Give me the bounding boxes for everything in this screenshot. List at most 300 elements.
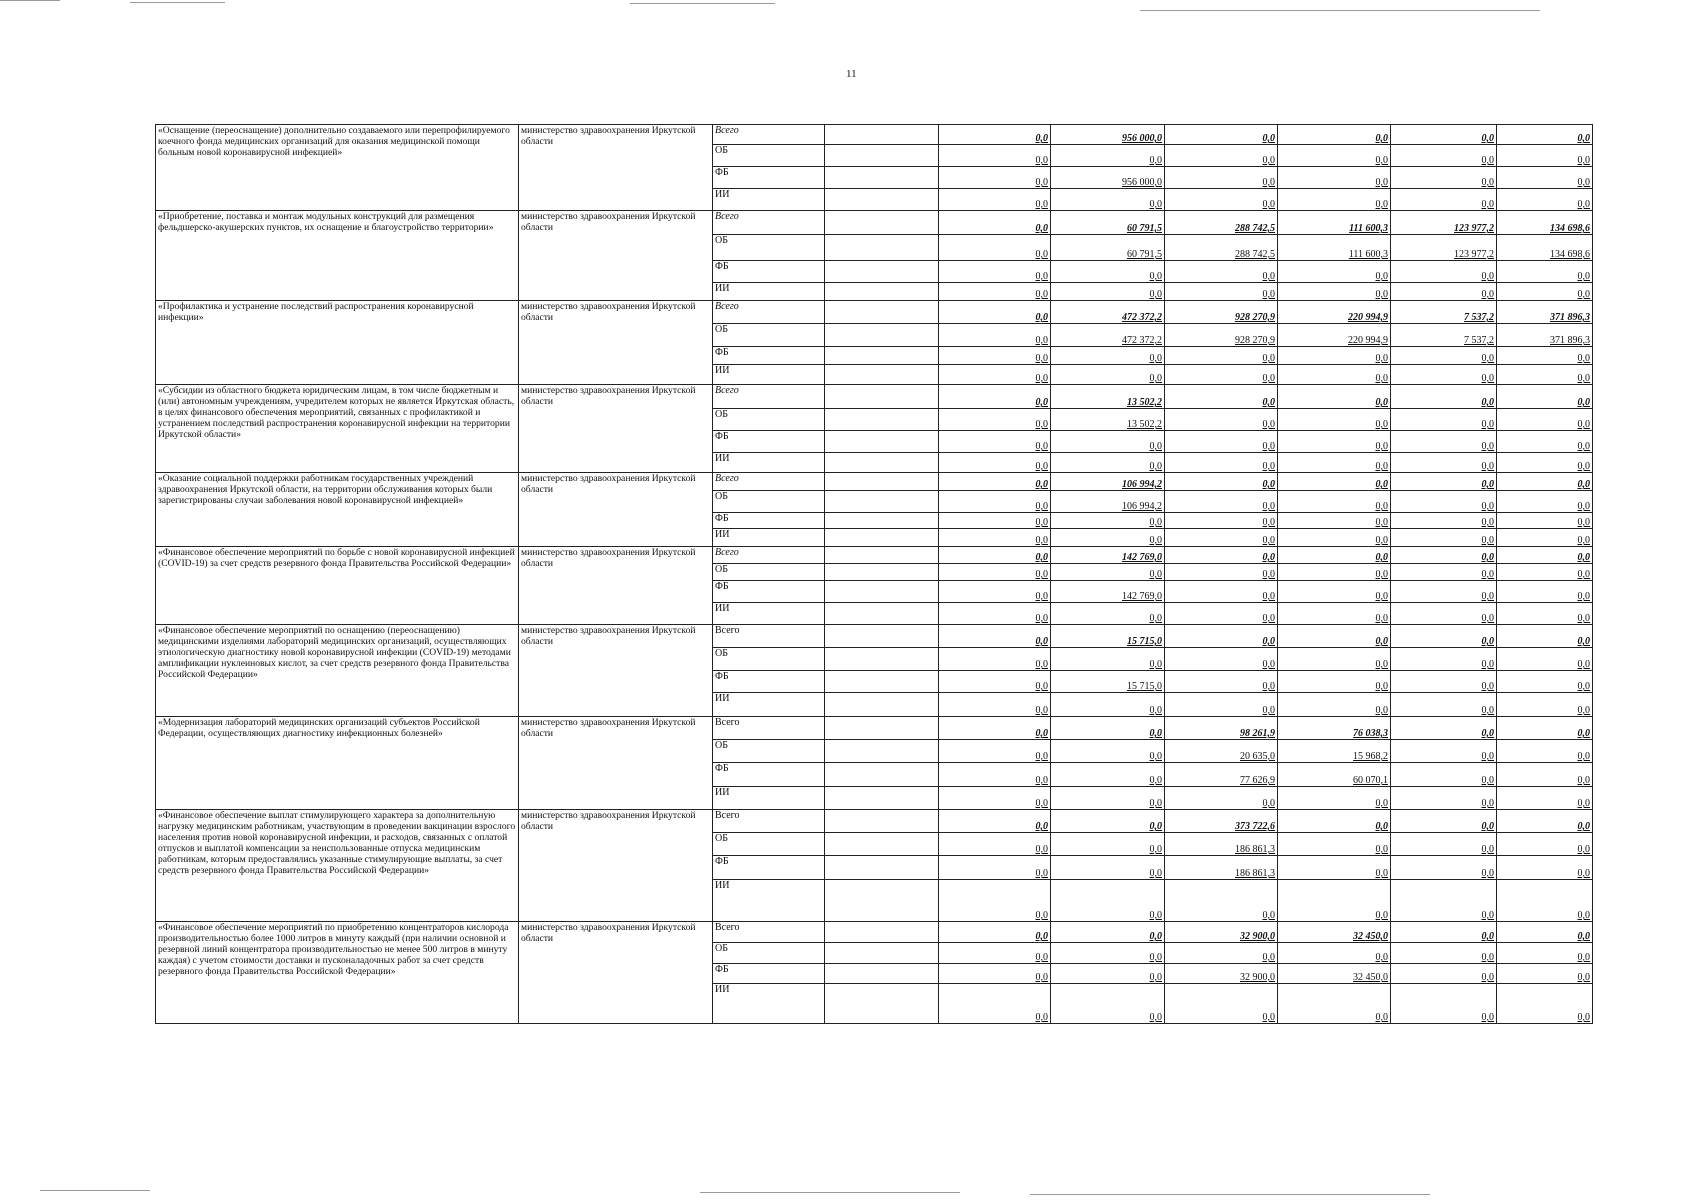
amount-cell: 0,0 [939,603,1051,625]
amount-cell: 0,0 [1051,964,1165,984]
amount-cell: 0,0 [1278,145,1391,167]
total-amount-cell: 0,0 [1165,385,1278,409]
funding-source: ОБ [713,564,825,581]
amount-cell: 0,0 [1497,261,1593,283]
amount-cell: 0,0 [1051,648,1165,671]
amount-cell: 0,0 [1497,880,1593,922]
responsible-executor: министерство здравоохранения Иркутской области [519,922,713,1024]
amount-cell: 0,0 [1278,603,1391,625]
total-amount-cell: 0,0 [1165,473,1278,491]
amount-cell: 0,0 [1497,763,1593,787]
funding-source: ОБ [713,943,825,964]
amount-cell: 0,0 [1391,671,1497,693]
amount-cell: 0,0 [1497,189,1593,211]
total-amount-cell: 0,0 [939,385,1051,409]
amount-cell: 0,0 [1051,283,1165,301]
scan-artifact [130,2,225,3]
total-amount-cell: 0,0 [1391,717,1497,740]
amount-cell: 0,0 [1278,261,1391,283]
amount-cell: 0,0 [1391,513,1497,529]
empty-cell [825,409,939,431]
funding-source: ФБ [713,347,825,365]
funding-source: ОБ [713,235,825,261]
funding-source: ИИ [713,283,825,301]
total-amount-cell: 13 502,2 [1051,385,1165,409]
amount-cell: 0,0 [939,145,1051,167]
amount-cell: 0,0 [939,261,1051,283]
amount-cell: 0,0 [1051,145,1165,167]
amount-cell: 0,0 [1165,365,1278,385]
amount-cell: 0,0 [1051,529,1165,547]
total-amount-cell: 0,0 [1497,547,1593,564]
total-amount-cell: 0,0 [1497,922,1593,943]
amount-cell: 0,0 [939,856,1051,880]
total-amount-cell: 15 715,0 [1051,625,1165,648]
amount-cell: 60 070,1 [1278,763,1391,787]
amount-cell: 0,0 [1497,787,1593,810]
table-row [156,125,1593,145]
amount-cell: 15 715,0 [1051,671,1165,693]
empty-cell [825,261,939,283]
program-title: «Приобретение, поставка и монтаж модульных конструкций для размещения фельдшерско-акушерских пунктов, их оснащение и благоустройство территории» [156,211,519,301]
amount-cell: 0,0 [1278,167,1391,189]
amount-cell: 0,0 [1497,603,1593,625]
total-amount-cell: 0,0 [939,211,1051,235]
amount-cell: 0,0 [939,763,1051,787]
amount-cell: 0,0 [1391,856,1497,880]
table-row [156,385,1593,409]
empty-cell [825,365,939,385]
total-amount-cell: 0,0 [1051,922,1165,943]
total-amount-cell: 0,0 [939,810,1051,833]
amount-cell: 0,0 [939,453,1051,473]
amount-cell: 0,0 [1497,513,1593,529]
funding-source: Всего [713,547,825,564]
total-amount-cell: 0,0 [939,473,1051,491]
amount-cell: 0,0 [1051,787,1165,810]
amount-cell: 0,0 [1497,964,1593,984]
amount-cell: 0,0 [1497,145,1593,167]
amount-cell: 0,0 [1051,833,1165,856]
amount-cell: 0,0 [939,671,1051,693]
total-amount-cell: 371 896,3 [1497,301,1593,324]
amount-cell: 0,0 [1278,491,1391,513]
amount-cell: 0,0 [1278,564,1391,581]
amount-cell: 106 994,2 [1051,491,1165,513]
empty-cell [825,547,939,564]
responsible-executor: министерство здравоохранения Иркутской области [519,625,713,717]
total-amount-cell: 0,0 [939,625,1051,648]
amount-cell: 0,0 [939,235,1051,261]
funding-source: ФБ [713,581,825,603]
funding-source: Всего [713,717,825,740]
amount-cell: 134 698,6 [1497,235,1593,261]
empty-cell [825,787,939,810]
empty-cell [825,125,939,145]
responsible-executor: министерство здравоохранения Иркутской области [519,301,713,385]
total-amount-cell: 0,0 [1278,385,1391,409]
amount-cell: 0,0 [1497,167,1593,189]
amount-cell: 0,0 [1278,943,1391,964]
amount-cell: 0,0 [1497,671,1593,693]
amount-cell: 0,0 [1165,453,1278,473]
amount-cell: 0,0 [1391,984,1497,1024]
amount-cell: 0,0 [939,984,1051,1024]
program-title: «Финансовое обеспечение выплат стимулирующего характера за дополнительную нагрузку медицинским работникам, участвующим в проведении вакцинации взрослого населения против новой коронавирусной инфекции, и расходов, связанных с оплатой отпусков и выплатой компенсации за неиспользованные отпуска медицинским работникам, которым предоставлялись указанные стимулирующие выплаты, за счет средств резервного фонда Правительства Российской Федерации» [156,810,519,922]
table-row [156,717,1593,740]
amount-cell: 0,0 [939,943,1051,964]
amount-cell: 0,0 [1278,856,1391,880]
amount-cell: 0,0 [939,513,1051,529]
funding-source: ОБ [713,648,825,671]
total-amount-cell: 134 698,6 [1497,211,1593,235]
total-amount-cell: 373 722,6 [1165,810,1278,833]
amount-cell: 0,0 [1278,984,1391,1024]
amount-cell: 0,0 [1051,564,1165,581]
amount-cell: 0,0 [1165,603,1278,625]
funding-source: ИИ [713,529,825,547]
responsible-executor: министерство здравоохранения Иркутской области [519,125,713,211]
amount-cell: 0,0 [1497,529,1593,547]
amount-cell: 0,0 [1165,347,1278,365]
empty-cell [825,717,939,740]
amount-cell: 0,0 [1165,787,1278,810]
funding-source: ИИ [713,189,825,211]
funding-source: Всего [713,211,825,235]
funding-source: Всего [713,922,825,943]
amount-cell: 0,0 [1051,603,1165,625]
amount-cell: 60 791,5 [1051,235,1165,261]
empty-cell [825,283,939,301]
scan-artifact [700,1192,960,1193]
amount-cell: 0,0 [1278,880,1391,922]
amount-cell: 0,0 [1165,564,1278,581]
amount-cell: 0,0 [1165,943,1278,964]
total-amount-cell: 0,0 [1278,473,1391,491]
total-amount-cell: 0,0 [939,547,1051,564]
funding-source: ОБ [713,324,825,347]
amount-cell: 0,0 [1051,693,1165,717]
empty-cell [825,529,939,547]
amount-cell: 0,0 [1391,763,1497,787]
amount-cell: 0,0 [1497,648,1593,671]
amount-cell: 32 900,0 [1165,964,1278,984]
funding-source: ФБ [713,261,825,283]
amount-cell: 0,0 [939,431,1051,453]
empty-cell [825,648,939,671]
total-amount-cell: 76 038,3 [1278,717,1391,740]
amount-cell: 0,0 [939,564,1051,581]
empty-cell [825,385,939,409]
amount-cell: 0,0 [939,491,1051,513]
amount-cell: 0,0 [1165,167,1278,189]
funding-source: ФБ [713,856,825,880]
amount-cell: 0,0 [1051,856,1165,880]
total-amount-cell: 7 537,2 [1391,301,1497,324]
amount-cell: 0,0 [1165,648,1278,671]
amount-cell: 0,0 [939,365,1051,385]
responsible-executor: министерство здравоохранения Иркутской области [519,547,713,625]
funding-source: ИИ [713,984,825,1024]
empty-cell [825,880,939,922]
amount-cell: 956 000,0 [1051,167,1165,189]
amount-cell: 0,0 [1497,856,1593,880]
amount-cell: 0,0 [1165,145,1278,167]
amount-cell: 0,0 [1051,880,1165,922]
amount-cell: 0,0 [1391,529,1497,547]
total-amount-cell: 472 372,2 [1051,301,1165,324]
amount-cell: 0,0 [939,693,1051,717]
amount-cell: 0,0 [1278,693,1391,717]
total-amount-cell: 0,0 [1278,625,1391,648]
amount-cell: 0,0 [1391,261,1497,283]
empty-cell [825,189,939,211]
amount-cell: 13 502,2 [1051,409,1165,431]
funding-source: ИИ [713,365,825,385]
empty-cell [825,810,939,833]
amount-cell: 0,0 [939,787,1051,810]
amount-cell: 0,0 [1051,347,1165,365]
amount-cell: 0,0 [1051,431,1165,453]
amount-cell: 0,0 [939,409,1051,431]
funding-source: Всего [713,125,825,145]
scan-artifact [40,1190,150,1191]
empty-cell [825,235,939,261]
empty-cell [825,740,939,763]
amount-cell: 7 537,2 [1391,324,1497,347]
amount-cell: 20 635,0 [1165,740,1278,763]
amount-cell: 0,0 [1278,365,1391,385]
amount-cell: 0,0 [1391,693,1497,717]
table-row [156,625,1593,648]
total-amount-cell: 956 000,0 [1051,125,1165,145]
empty-cell [825,167,939,189]
total-amount-cell: 142 769,0 [1051,547,1165,564]
total-amount-cell: 0,0 [1165,547,1278,564]
amount-cell: 0,0 [1051,189,1165,211]
amount-cell: 0,0 [1391,409,1497,431]
amount-cell: 0,0 [939,833,1051,856]
funding-source: ИИ [713,453,825,473]
total-amount-cell: 0,0 [1278,810,1391,833]
amount-cell: 0,0 [1391,347,1497,365]
amount-cell: 0,0 [939,283,1051,301]
amount-cell: 0,0 [939,347,1051,365]
scan-artifact [630,3,775,4]
amount-cell: 0,0 [1165,529,1278,547]
amount-cell: 0,0 [1051,943,1165,964]
total-amount-cell: 32 450,0 [1278,922,1391,943]
amount-cell: 0,0 [1278,787,1391,810]
amount-cell: 0,0 [1165,261,1278,283]
amount-cell: 0,0 [1391,491,1497,513]
funding-source: ФБ [713,763,825,787]
amount-cell: 0,0 [1391,189,1497,211]
financing-table [155,124,1593,1024]
amount-cell: 186 861,3 [1165,856,1278,880]
funding-source: Всего [713,625,825,648]
amount-cell: 0,0 [1391,365,1497,385]
amount-cell: 0,0 [939,581,1051,603]
total-amount-cell: 0,0 [1391,473,1497,491]
total-amount-cell: 0,0 [1278,547,1391,564]
amount-cell: 0,0 [939,324,1051,347]
amount-cell: 0,0 [1278,671,1391,693]
total-amount-cell: 0,0 [1497,625,1593,648]
amount-cell: 0,0 [939,167,1051,189]
amount-cell: 0,0 [1051,984,1165,1024]
empty-cell [825,625,939,648]
table-row [156,810,1593,833]
empty-cell [825,453,939,473]
amount-cell: 0,0 [1391,283,1497,301]
funding-source: ОБ [713,409,825,431]
amount-cell: 0,0 [1278,347,1391,365]
amount-cell: 0,0 [1497,740,1593,763]
total-amount-cell: 288 742,5 [1165,211,1278,235]
total-amount-cell: 0,0 [1391,922,1497,943]
total-amount-cell: 32 900,0 [1165,922,1278,943]
amount-cell: 0,0 [1165,491,1278,513]
total-amount-cell: 0,0 [1497,717,1593,740]
amount-cell: 0,0 [1497,564,1593,581]
empty-cell [825,211,939,235]
total-amount-cell: 98 261,9 [1165,717,1278,740]
amount-cell: 0,0 [939,740,1051,763]
program-title: «Профилактика и устранение последствий распространения коронавирусной инфекции» [156,301,519,385]
total-amount-cell: 0,0 [1391,547,1497,564]
amount-cell: 0,0 [1497,693,1593,717]
amount-cell: 0,0 [1391,943,1497,964]
table-row [156,473,1593,491]
total-amount-cell: 0,0 [1051,717,1165,740]
program-title: «Финансовое обеспечение мероприятий по борьбе с новой коронавирусной инфекцией (COVID-19) за счет средств резервного фонда Правительства Российской Федерации» [156,547,519,625]
total-amount-cell: 123 977,2 [1391,211,1497,235]
amount-cell: 0,0 [1165,189,1278,211]
amount-cell: 0,0 [1497,347,1593,365]
funding-source: ИИ [713,787,825,810]
amount-cell: 0,0 [1391,564,1497,581]
amount-cell: 0,0 [1391,880,1497,922]
amount-cell: 472 372,2 [1051,324,1165,347]
amount-cell: 0,0 [1278,431,1391,453]
total-amount-cell: 106 994,2 [1051,473,1165,491]
amount-cell: 0,0 [939,648,1051,671]
program-title: «Оснащение (переоснащение) дополнительно создаваемого или перепрофилируемого коечного фонда медицинских организаций для оказания медицинской помощи больным новой коронавирусной инфекцией» [156,125,519,211]
amount-cell: 0,0 [1391,145,1497,167]
amount-cell: 0,0 [939,529,1051,547]
empty-cell [825,603,939,625]
amount-cell: 0,0 [1497,431,1593,453]
funding-source: ФБ [713,513,825,529]
amount-cell: 288 742,5 [1165,235,1278,261]
funding-source: ИИ [713,603,825,625]
empty-cell [825,943,939,964]
amount-cell: 0,0 [1391,833,1497,856]
amount-cell: 220 994,9 [1278,324,1391,347]
amount-cell: 0,0 [1165,880,1278,922]
amount-cell: 0,0 [1278,581,1391,603]
amount-cell: 0,0 [1051,453,1165,473]
total-amount-cell: 0,0 [1497,810,1593,833]
amount-cell: 0,0 [1278,189,1391,211]
empty-cell [825,693,939,717]
funding-source: ОБ [713,740,825,763]
responsible-executor: министерство здравоохранения Иркутской области [519,385,713,473]
amount-cell: 111 600,3 [1278,235,1391,261]
total-amount-cell: 0,0 [1165,125,1278,145]
amount-cell: 0,0 [1497,491,1593,513]
empty-cell [825,833,939,856]
amount-cell: 0,0 [1278,648,1391,671]
total-amount-cell: 0,0 [1391,810,1497,833]
amount-cell: 186 861,3 [1165,833,1278,856]
empty-cell [825,984,939,1024]
program-title: «Модернизация лабораторий медицинских организаций субъектов Российской Федерации, осуществляющих диагностику инфекционных болезней» [156,717,519,810]
total-amount-cell: 0,0 [1391,385,1497,409]
amount-cell: 0,0 [1278,409,1391,431]
total-amount-cell: 928 270,9 [1165,301,1278,324]
amount-cell: 0,0 [1497,833,1593,856]
funding-source: ИИ [713,693,825,717]
amount-cell: 371 896,3 [1497,324,1593,347]
amount-cell: 0,0 [1278,833,1391,856]
empty-cell [825,964,939,984]
responsible-executor: министерство здравоохранения Иркутской области [519,473,713,547]
amount-cell: 15 968,2 [1278,740,1391,763]
amount-cell: 123 977,2 [1391,235,1497,261]
amount-cell: 0,0 [1165,984,1278,1024]
amount-cell: 0,0 [1165,283,1278,301]
funding-source: ОБ [713,491,825,513]
total-amount-cell: 0,0 [1165,625,1278,648]
amount-cell: 0,0 [1497,581,1593,603]
total-amount-cell: 0,0 [1391,125,1497,145]
total-amount-cell: 0,0 [939,301,1051,324]
amount-cell: 0,0 [1051,513,1165,529]
empty-cell [825,513,939,529]
amount-cell: 0,0 [939,880,1051,922]
responsible-executor: министерство здравоохранения Иркутской области [519,211,713,301]
funding-source: Всего [713,810,825,833]
empty-cell [825,347,939,365]
program-title: «Субсидии из областного бюджета юридическим лицам, в том числе бюджетным и (или) автономным учреждениям, учредителем которых не является Иркутская область, в целях финансового обеспечения мероприятий, связанных с профилактикой и устранением последствий распространения коронавирусной инфекции на территории Иркутской области» [156,385,519,473]
amount-cell: 0,0 [1165,671,1278,693]
amount-cell: 0,0 [1165,513,1278,529]
amount-cell: 0,0 [1278,453,1391,473]
amount-cell: 0,0 [1391,964,1497,984]
amount-cell: 0,0 [1391,581,1497,603]
amount-cell: 0,0 [1497,283,1593,301]
total-amount-cell: 0,0 [1391,625,1497,648]
amount-cell: 0,0 [1051,740,1165,763]
scan-artifact [1030,1194,1430,1195]
page-number: 11 [846,68,857,80]
amount-cell: 0,0 [1051,261,1165,283]
amount-cell: 142 769,0 [1051,581,1165,603]
amount-cell: 0,0 [1165,409,1278,431]
program-title: «Финансовое обеспечение мероприятий по оснащению (переоснащению) медицинскими изделиями лабораторий медицинских организаций, осуществляющих этиологическую диагностику новой коронавирусной инфекции (COVID-19) методами амплификации нуклеиновых кислот, за счет средств резервного фонда Правительства Российской Федерации» [156,625,519,717]
total-amount-cell: 60 791,5 [1051,211,1165,235]
program-title: «Оказание социальной поддержки работникам государственных учреждений здравоохранения Иркутской области, на территории обслуживания которых были зарегистрированы случаи заболевания новой коронавирусной инфекцией» [156,473,519,547]
funding-source: ИИ [713,880,825,922]
amount-cell: 0,0 [939,964,1051,984]
amount-cell: 0,0 [1391,787,1497,810]
amount-cell: 0,0 [1165,693,1278,717]
table-row [156,301,1593,324]
amount-cell: 0,0 [1497,453,1593,473]
amount-cell: 928 270,9 [1165,324,1278,347]
